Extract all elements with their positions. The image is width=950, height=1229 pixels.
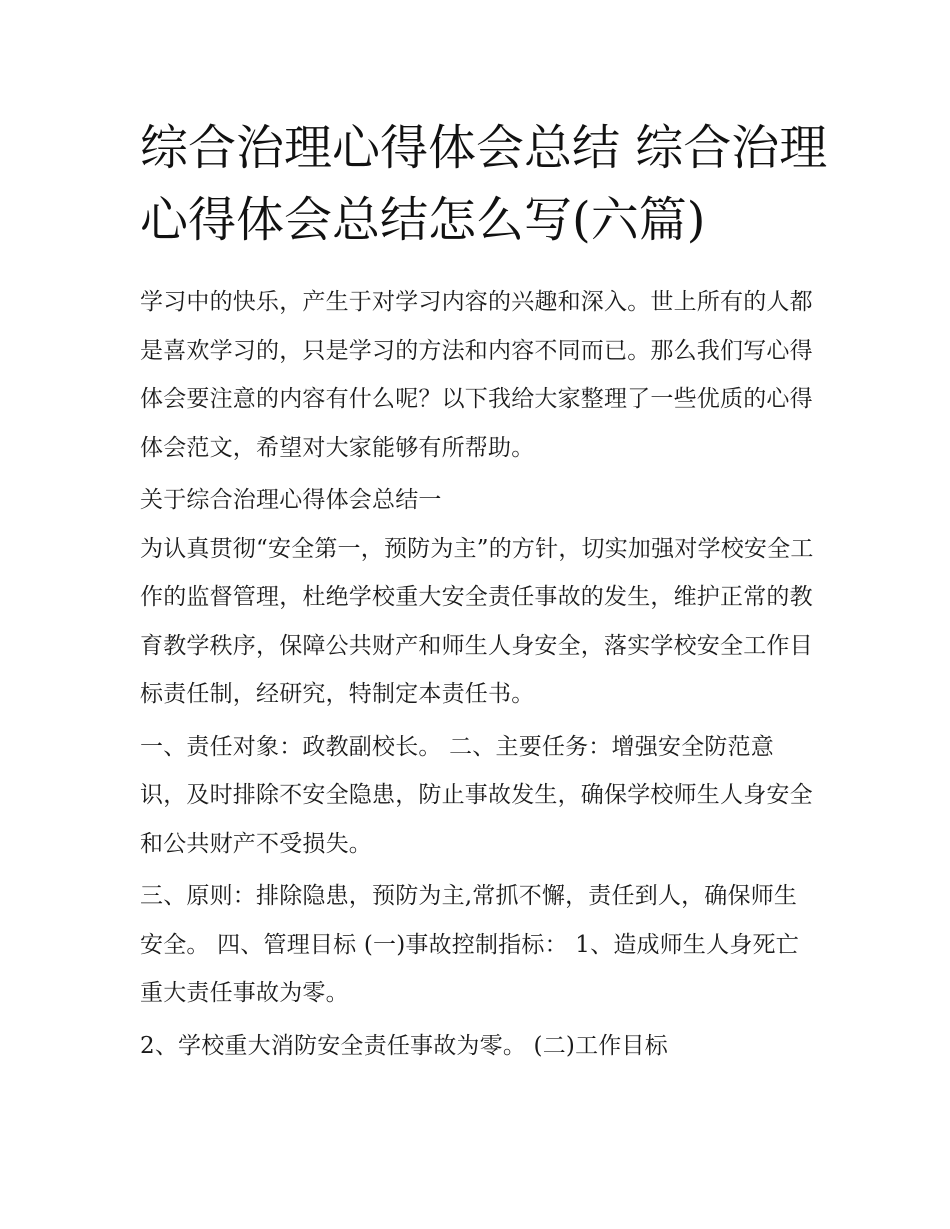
- document-title: 综合治理心得体会总结 综合治理心得体会总结怎么写(六篇): [140, 120, 828, 248]
- section-heading: 关于综合治理心得体会总结一: [140, 487, 442, 513]
- body-paragraph: 三、原则：排除隐患，预防为主,常抓不懈，责任到人，确保师生安全。 四、管理目标 (一)事故控制指标： 1、造成师生人身死亡重大责任事故为零。: [140, 883, 799, 1006]
- body-paragraph: 为认真贯彻“安全第一，预防为主”的方针，切实加强对学校安全工作的监督管理，杜绝学校重大安全责任事故的发生，维护正常的教育教学秩序，保障公共财产和师生人身安全，落实学校安全工作目标责任制，经研究，特制定本责任书。: [140, 535, 814, 707]
- body-paragraph: 2、学校重大消防安全责任事故为零。 (二)工作目标: [140, 1032, 668, 1059]
- document-body: [140, 278, 820, 1070]
- intro-paragraph: 学习中的快乐，产生于对学习内容的兴趣和深入。世上所有的人都是喜欢学习的，只是学习的方法和内容不同而已。那么我们写心得体会要注意的内容有什么呢？以下我给大家整理了一些优质的心得体会范文，希望对大家能够有所帮助。: [140, 289, 813, 461]
- body-paragraph: 一、责任对象：政教副校长。 二、主要任务：增强安全防范意识，及时排除不安全隐患，防止事故发生，确保学校师生人身安全和公共财产不受损失。: [140, 733, 813, 857]
